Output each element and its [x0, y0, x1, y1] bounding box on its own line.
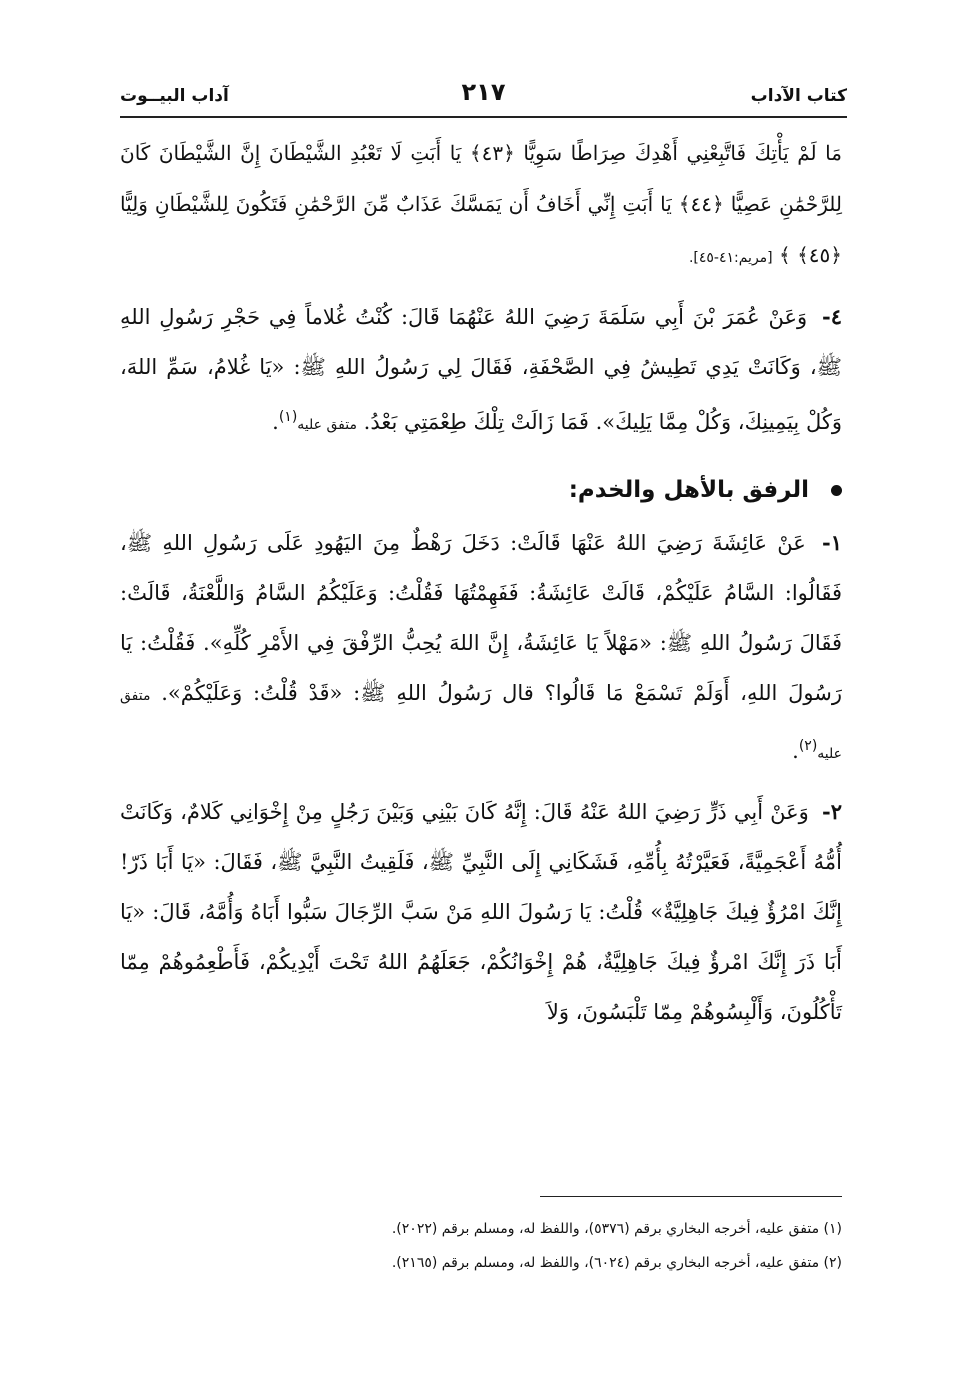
hadith-2	[120, 787, 842, 1037]
hadith-4-number: ٤-	[821, 304, 842, 329]
book-title: كتاب الآداب	[750, 86, 847, 106]
page-body	[120, 128, 842, 1037]
footnote-1: (١) متفق عليه، أخرجه البخاري برقم (٥٣٧٦)، واللفظ له، ومسلم برقم (٢٠٢٢).	[391, 1221, 842, 1237]
footnotes	[120, 1212, 842, 1280]
hadith-2-number: ٢-	[821, 799, 842, 824]
footnote-2: (٢) متفق عليه، أخرجه البخاري برقم (٦٠٢٤)، واللفظ له، ومسلم برقم (٢١٦٥).	[391, 1255, 842, 1271]
page-number: ٢١٧	[461, 78, 506, 106]
hadith-4-text: وَعَنْ عُمَرَ بْنَ أَبِي سَلَمَةَ رَضِيَ اللهُ عَنْهُمَا قَالَ: كُنْتُ غُلاماً فِي حَجْرِ رَسُولِ اللهِ ﷺ، وَكَانَتْ يَدِي تَطِيشُ فِي الصَّحْفَةِ، فَقَالَ لِي رَسُولُ اللهِ ﷺ: «يَا غُلامُ، سَمِّ اللهَ، وَكُلْ بِيَمِينِكَ، وَكُلْ مِمَّا يَلِيكَ». فَمَا زَالَتْ تِلْكَ طِعْمَتِي بَعْدُ.	[120, 305, 842, 434]
hadith-1-number: ١-	[821, 530, 842, 555]
section-heading-text: الرفق بالأهل والخدم:	[568, 477, 809, 503]
hadith-1-footnote-marker[interactable]: (٢)	[798, 738, 818, 754]
quran-text: مَا لَمْ يَأْتِكَ فَاتَّبِعْنِي أَهْدِكَ صِرَاطًا سَوِيًّا ﴿٤٣﴾ يَا أَبَتِ لَا تَعْبُدِ الشَّيْطَانَ إِنَّ الشَّيْطَانَ كَانَ لِلرَّحْمَٰنِ عَصِيًّا ﴿٤٤﴾ يَا أَبَتِ إِنِّي أَخَافُ أَن يَمَسَّكَ عَذَابٌ مِّنَ الرَّحْمَٰنِ فَتَكُونَ لِلشَّيْطَانِ وَلِيًّا ﴿٤٥﴾ ﴾	[120, 141, 842, 267]
quran-verses	[120, 128, 842, 284]
hadith-2-text: وَعَنْ أَبِي ذَرٍّ رَضِيَ اللهُ عَنْهُ قَالَ: إِنَّهُ كَانَ بَيْنِي وَبَيْنَ رَجُلٍ مِنْ إِخْوَانِي كَلامٌ، وَكَانَتْ أُمُّهُ أَعْجَمِيَّةً، فَعَيَّرْتُهُ بِأُمِّهِ، فَشَكَانِي إِلَى النَّبِيِّ ﷺ، فَلَقِيتُ النَّبِيَّ ﷺ، فَقَالَ: «يَا أَبَا ذَرّ! إِنَّكَ امْرُؤٌ فِيكَ جَاهِلِيَّةٌ» قُلْتُ: يَا رَسُولَ اللهِ مَنْ سَبَّ الرِّجَالَ سَبُّوا أَبَاهُ وَأُمَّهُ، قَالَ: «يَا أَبَا ذَرَ إِنَّكَ امْرؤٌ فِيكَ جَاهِلِيَّةٌ، هُمْ إِخْوَانُكُمْ، جَعَلَهُمُ اللهُ تَحْتَ أَيْدِيكُمْ، فَأَطْعِمُوهُمْ مِمّا تَأْكُلُونَ، وَأَلْبِسُوهُمْ مِمّا تَلْبَسُونَ، وَلاَ	[120, 800, 842, 1024]
section-heading	[120, 470, 842, 510]
bullet-icon	[831, 485, 842, 496]
chapter-title: آداب البيــوت	[120, 86, 229, 106]
page-header	[120, 78, 847, 114]
hadith-4-source: متفق عليه	[297, 417, 357, 433]
header-divider	[120, 116, 847, 118]
hadith-1: ١- عَنْ عَائِشَةَ رَضِيَ اللهُ عَنْهَا قَالَتْ: دَخَلَ رَهْطٌ مِنَ اليَهُودِ عَلَى رَسُولِ اللهِ ﷺ، فَقَالُوا: السَّامُ عَلَيْكُمْ، قَالَتْ عَائِشَةُ: فَفَهِمْتُهَا فَقُلْتُ: وَعَلَيْكُمُ السَّامُ وَاللَّعْنَةُ، قَالَتْ: فَقَالَ رَسُولُ اللهِ ﷺ: «مَهْلاً يَا عَائِشَةُ، إِنَّ اللهَ يُحِبُّ الرِّفْقَ فِي الأَمْرِ كُلِّهِ». فَقُلْتُ: يَا رَسُولَ اللهِ، أَوَلَمْ تَسْمَعْ مَا قَالُوا؟ قال رَسُولُ اللهِ ﷺ: «قَدْ قُلْتُ: وَعَلَيْكُمْ». متفق عليه$^{(٢)}$.	[120, 530, 842, 763]
quran-reference: [مريم:٤١-٤٥].	[688, 250, 773, 266]
footnote-divider	[540, 1196, 842, 1197]
hadith-1-source: متفق عليه	[120, 688, 842, 762]
hadith-4-footnote-marker[interactable]: (١)	[278, 409, 298, 425]
hadith-1-text: عَنْ عَائِشَةَ رَضِيَ اللهُ عَنْهَا قَالَتْ: دَخَلَ رَهْطٌ مِنَ اليَهُودِ عَلَى رَسُولِ اللهِ ﷺ، فَقَالُوا: السَّامُ عَلَيْكُمْ، قَالَتْ عَائِشَةُ: فَفَهِمْتُهَا فَقُلْتُ: وَعَلَيْكُمُ السَّامُ وَاللَّعْنَةُ، قَالَتْ: فَقَالَ رَسُولُ اللهِ ﷺ: «مَهْلاً يَا عَائِشَةُ، إِنَّ اللهَ يُحِبُّ الرِّفْقَ فِي الأَمْرِ كُلِّهِ». فَقُلْتُ: يَا رَسُولَ اللهِ، أَوَلَمْ تَسْمَعْ مَا قَالُوا؟ قال رَسُولُ اللهِ ﷺ: «قَدْ قُلْتُ: وَعَلَيْكُمْ».	[120, 531, 842, 705]
hadith-4: ٤- وَعَنْ عُمَرَ بْنَ أَبِي سَلَمَةَ رَضِيَ اللهُ عَنْهُمَا قَالَ: كُنْتُ غُلاماً فِي حَجْرِ رَسُولِ اللهِ ﷺ، وَكَانَتْ يَدِي تَطِيشُ فِي الصَّحْفَةِ، فَقَالَ لِي رَسُولُ اللهِ ﷺ: «يَا غُلامُ، سَمِّ اللهَ، وَكُلْ بِيَمِينِكَ، وَكُلْ مِمَّا يَلِيكَ». فَمَا زَالَتْ تِلْكَ طِعْمَتِي بَعْدُ. متفق عليه$^{(١)}$.	[120, 304, 842, 434]
